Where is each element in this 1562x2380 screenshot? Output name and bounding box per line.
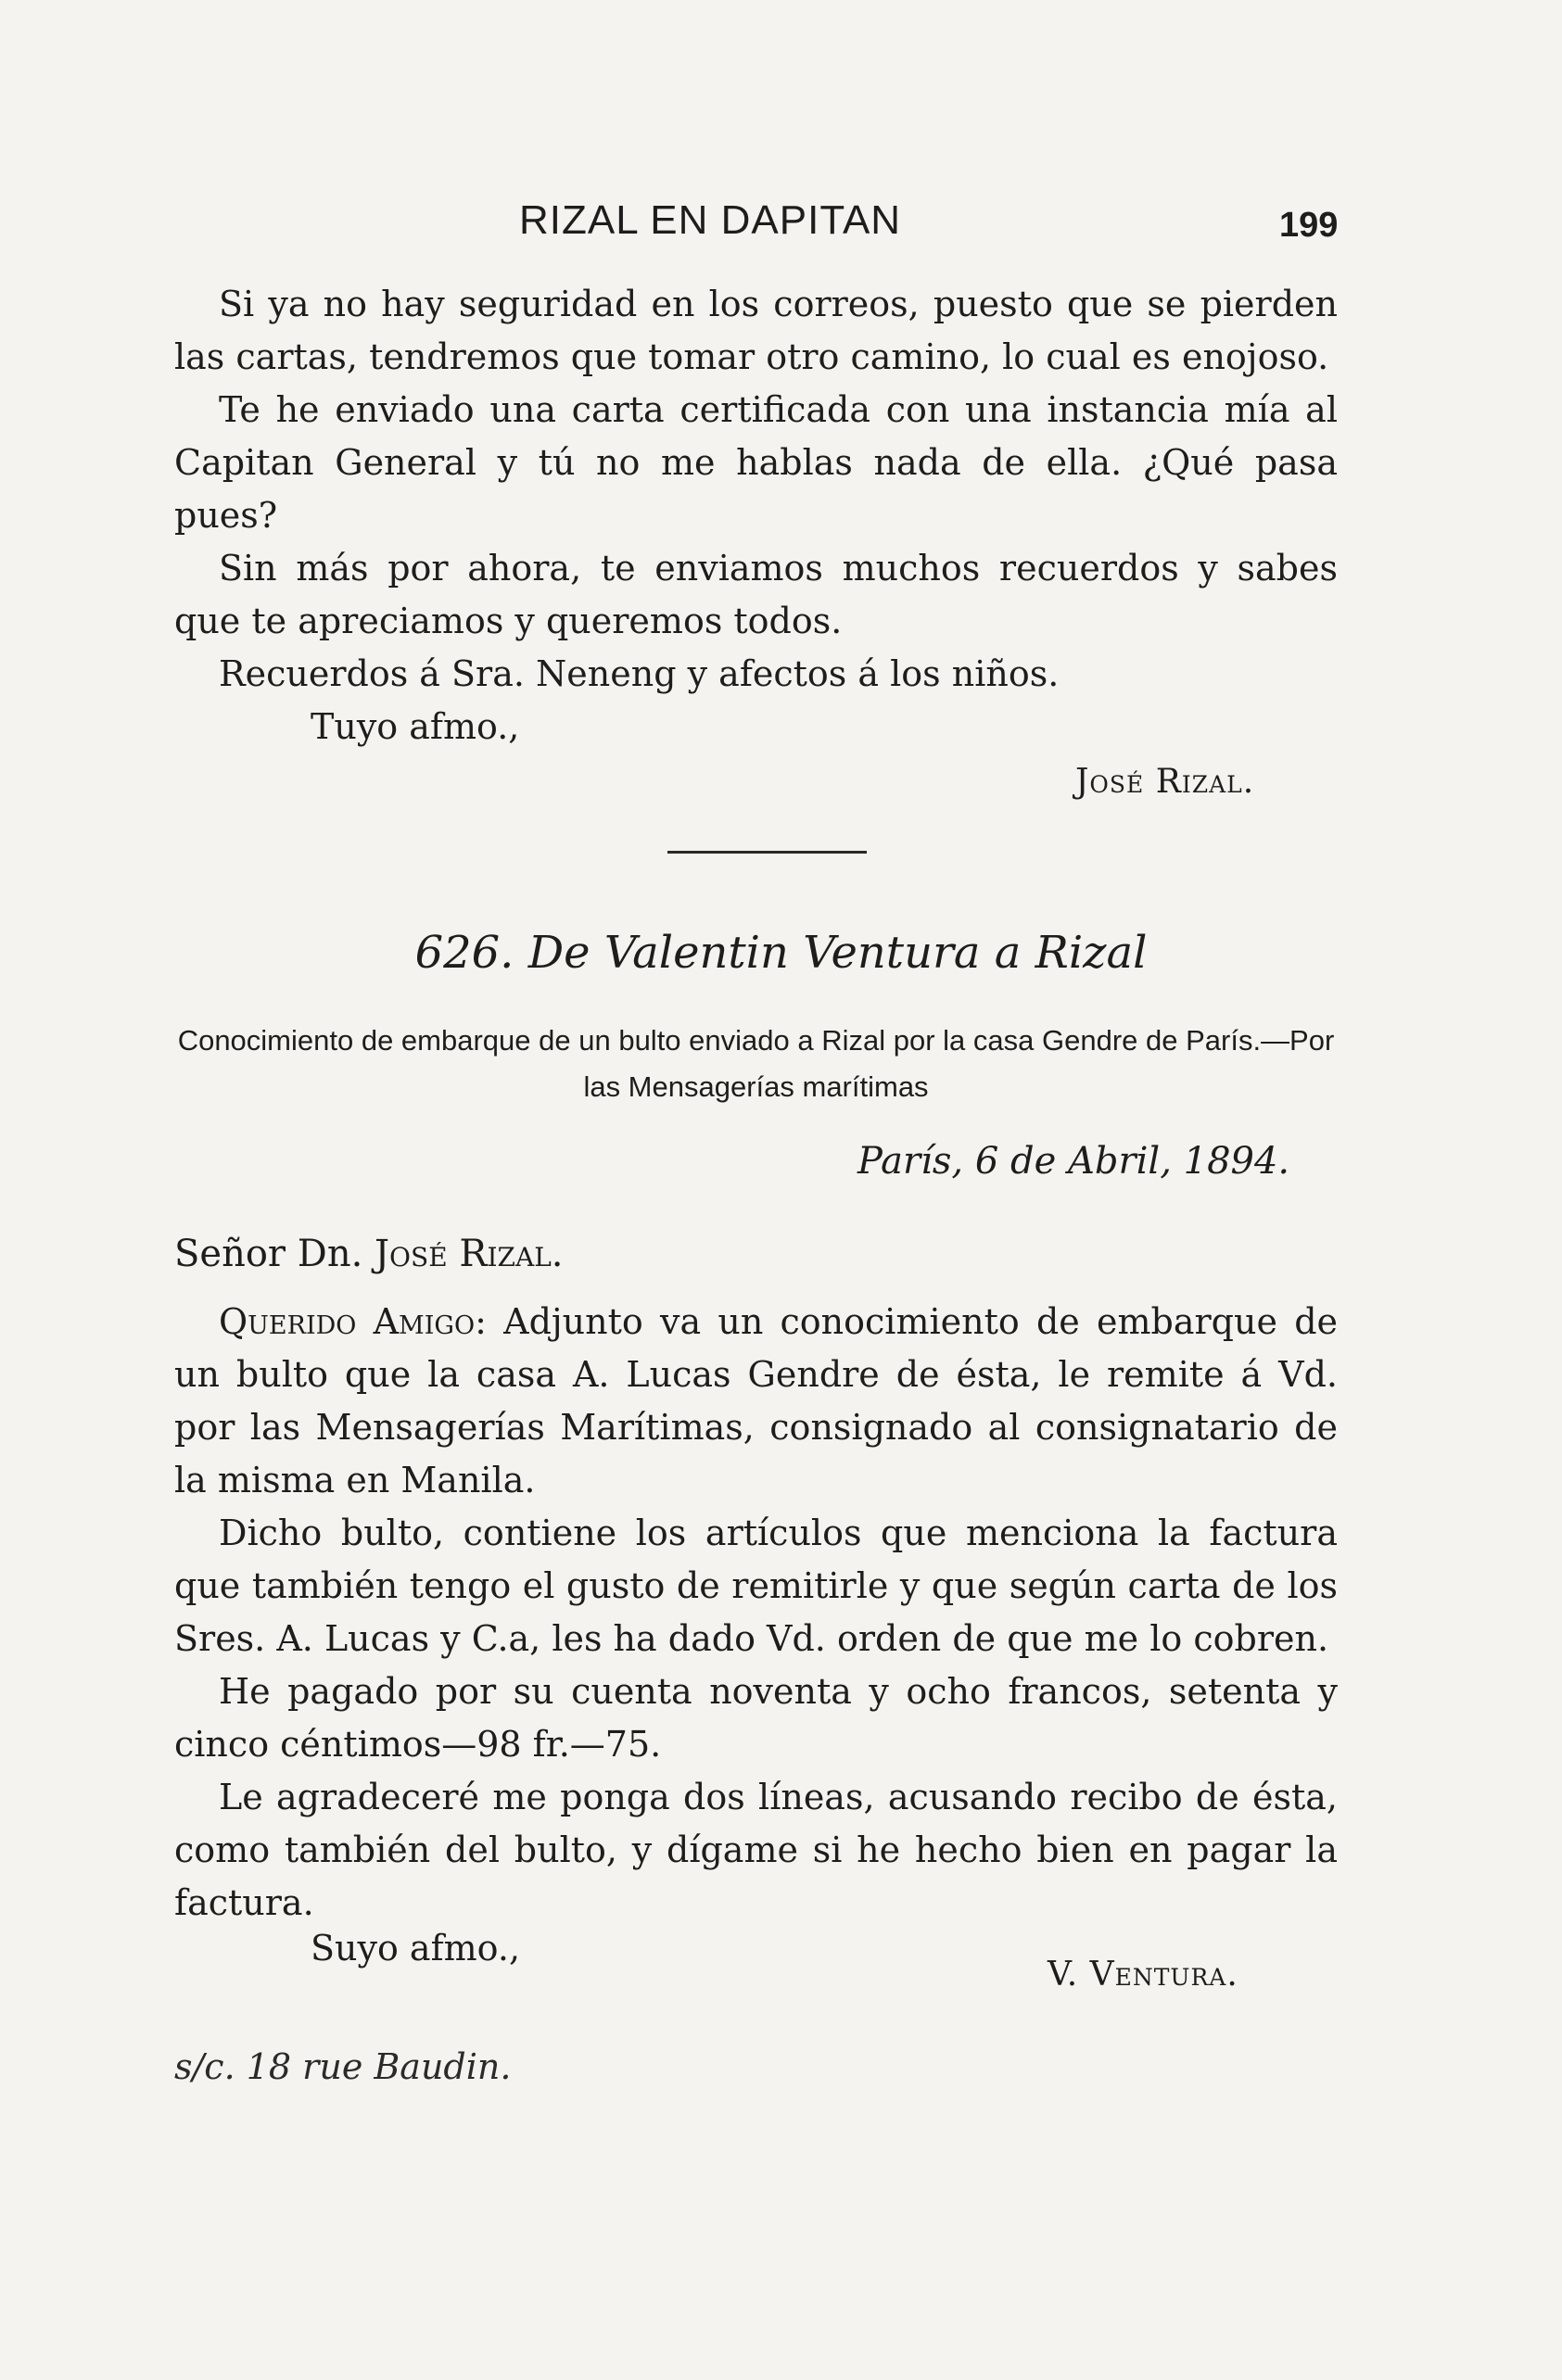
page-number: 199 (1279, 206, 1339, 245)
letter2-paragraph: He pagado por su cuenta noventa y ocho francos, setenta y cinco céntimos—98 fr.—75. (174, 1671, 1338, 1765)
letter-heading: 626. De Valentin Ventura a Rizal (414, 927, 1148, 979)
salutation-prefix: Señor Dn. (174, 1233, 375, 1275)
letter2-body (174, 1296, 1338, 1930)
dateline: París, 6 de Abril, 1894. (857, 1140, 1290, 1183)
letter1-closing: Tuyo afmo., (311, 706, 520, 747)
greeting: Querido Amigo: (219, 1301, 487, 1342)
letter-summary: Conocimiento de embarque de un bulto enviado a Rizal por la casa Gendre de París.—Por las Mensagerías marítimas (177, 1024, 1335, 1103)
letter1-signature: José Rizal. (1075, 763, 1255, 801)
letter1-paragraph: Recuerdos á Sra. Neneng y afectos á los niños. (219, 653, 1060, 694)
letter2-paragraph-text: Adjunto va un conocimiento de embarque de un bulto que la casa A. Lucas Gendre de ésta, le remite á Vd. por las Mensagerías Marítimas, consignado al consignatario de la misma en Manila. (174, 1301, 1339, 1500)
letter1-paragraph: Sin más por ahora, te enviamos muchos recuerdos y sabes que te apreciamos y queremos todos. (174, 548, 1338, 641)
letter2-closing: Suyo afmo., (311, 1928, 521, 1969)
salutation (174, 1233, 564, 1275)
letter1-body (174, 278, 1338, 701)
letter1-paragraph: Te he enviado una carta certificada con una instancia mía al Capitan General y tú no me hablas nada de ella. ¿Qué pasa pues? (174, 389, 1338, 536)
letter2-signature: V. Ventura. (1048, 1956, 1238, 1994)
salutation-name: José Rizal. (375, 1233, 564, 1275)
section-divider (667, 851, 867, 854)
postscript-address: s/c. 18 rue Baudin. (174, 2046, 512, 2087)
letter2-paragraph (174, 1296, 1338, 1507)
letter2-paragraph: Le agradeceré me ponga dos líneas, acusando recibo de ésta, como también del bulto, y dígame si he hecho bien en pagar la factura. (174, 1777, 1338, 1923)
letter2-paragraph: Dicho bulto, contiene los artículos que menciona la factura que también tengo el gusto de remitirle y que según carta de los Sres. A. Lucas y C.a, les ha dado Vd. orden de que me lo cobren. (174, 1513, 1338, 1659)
running-header: RIZAL EN DAPITAN (519, 197, 902, 243)
letter1-paragraph: Si ya no hay seguridad en los correos, puesto que se pierden las cartas, tendremos que tomar otro camino, lo cual es enojoso. (174, 284, 1338, 377)
